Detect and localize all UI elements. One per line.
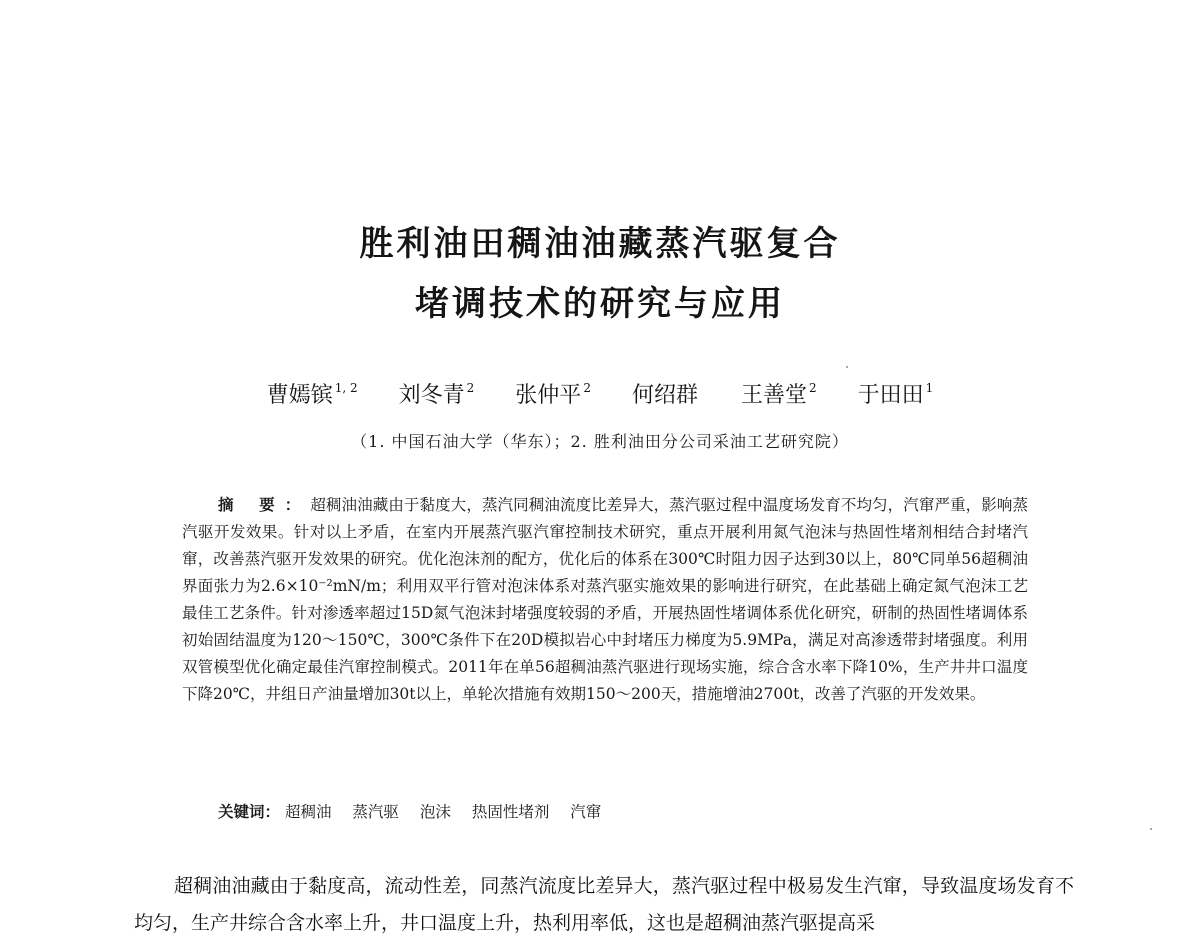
author-affiliation-mark: 1, 2 <box>334 381 358 395</box>
author-affiliation-mark: 2 <box>808 381 817 395</box>
author <box>858 383 934 408</box>
affiliations: （1. 中国石油大学（华东）；2. 胜利油田分公司采油工艺研究院） <box>351 432 849 451</box>
author-affiliation-mark: 1 <box>925 381 934 395</box>
keyword: 超稠油 <box>284 803 332 821</box>
author-name: 张仲平 <box>515 383 582 408</box>
paper-title-line-2: 堵调技术的研究与应用 <box>415 284 785 324</box>
author <box>515 383 591 408</box>
author <box>741 383 817 408</box>
author-affiliation-mark: 2 <box>466 381 475 395</box>
author-name: 曹嫣镔 <box>266 383 333 408</box>
keywords <box>218 800 1018 822</box>
author-name: 王善堂 <box>740 383 807 408</box>
author-affiliation-mark: 2 <box>583 381 591 395</box>
author-name: 何绍群 <box>631 383 698 408</box>
keyword: 泡沫 <box>419 803 451 821</box>
author <box>632 383 700 408</box>
author <box>399 383 475 408</box>
body-paragraph: 超稠油油藏由于黏度高，流动性差，同蒸汽流度比差异大，蒸汽驱过程中极易发生汽窜，导致温度场发育不均匀，生产井综合含水率上升，井口温度上升，热利用率低，这也是超稠油蒸汽驱提高采 <box>134 875 1074 934</box>
keywords-label: 关键词： <box>218 803 281 821</box>
abstract-label: 摘 要： <box>218 496 311 514</box>
abstract-text: 超稠油油藏由于黏度大，蒸汽同稠油流度比差异大，蒸汽驱过程中温度场发育不均匀，汽窜严重，影响蒸汽驱开发效果。针对以上矛盾，在室内开展蒸汽驱汽窜控制技术研究，重点开展利用氮气泡沫与热固性堵剂相结合封堵汽窜，改善蒸汽驱开发效果的研究。优化泡沫剂的配方，优化后的体系在300℃时阻力因子达到30以上，80℃同单56超稠油界面张力为2.6×10⁻²mN/m；利用双平行管对泡沫体系对蒸汽驱实施效果的影响进行研究，在此基础上确定氮气泡沫工艺最佳工艺条件。针对渗透率超过15D氮气泡沫封堵强度较弱的矛盾，开展热固性堵调体系优化研究，研制的热固性堵调体系初始固结温度为120～150℃，300℃条件下在20D模拟岩心中封堵压力梯度为5.9MPa，满足对高渗透带封堵强度。利用双管模型优化确定最佳汽窜控制模式。2011年在单56超稠油蒸汽驱进行现场实施，综合含水率下降10%，生产井井口温度下降20℃，井组日产油量增加30t以上，单轮次措施有效期150～200天，措施增油2700t，改善了汽驱的开发效果。 <box>182 496 1028 703</box>
keyword: 蒸汽驱 <box>352 803 399 821</box>
scan-speck <box>846 366 848 368</box>
author-name: 于田田 <box>857 383 924 408</box>
scan-speck <box>1150 828 1152 830</box>
author-name: 刘冬青 <box>398 383 465 408</box>
author-list <box>0 378 1200 409</box>
keyword: 汽窜 <box>570 803 602 821</box>
author <box>267 383 358 408</box>
abstract <box>182 492 1028 708</box>
keyword: 热固性堵剂 <box>471 803 550 821</box>
paper-title-line-1: 胜利油田稠油油藏蒸汽驱复合 <box>359 224 841 264</box>
